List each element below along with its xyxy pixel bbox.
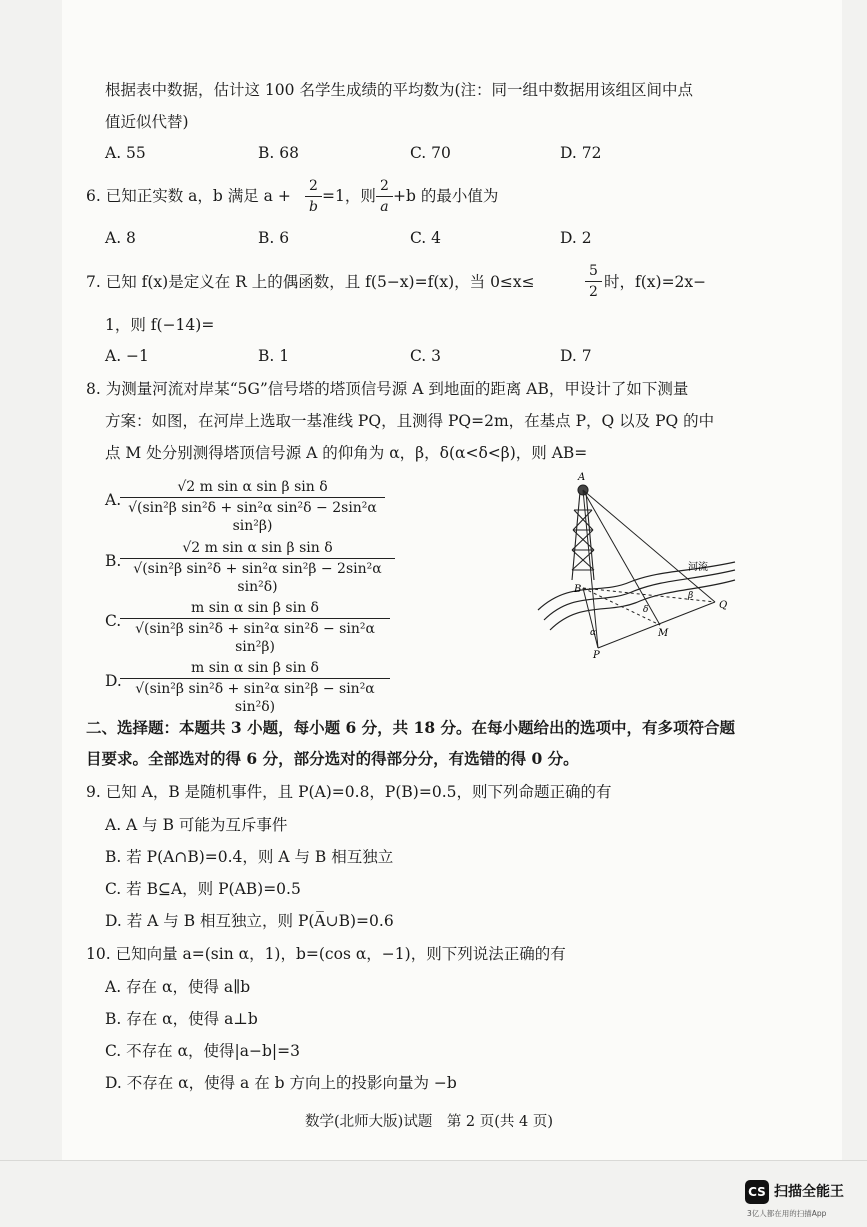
scanner-app-name: 扫描全能王 xyxy=(774,1184,844,1200)
label-a: A xyxy=(578,472,586,483)
q8-option-a-label: A. xyxy=(105,491,122,509)
q9-stem: 9. 已知 A，B 是随机事件，且 P(A)=0.8，P(B)=0.5，则下列命题正确的有 xyxy=(86,783,612,801)
camscanner-logo-icon: CS xyxy=(745,1180,769,1204)
q8-option-d-numerator: m sin α sin β sin δ xyxy=(120,659,390,679)
q7-frac-numerator: 5 xyxy=(585,262,602,282)
q5-option-c: C. 70 xyxy=(410,144,451,162)
q10-option-c: C. 不存在 α，使得|a−b|=3 xyxy=(105,1042,300,1060)
q10-stem: 10. 已知向量 a=(sin α，1)，b=(cos α，−1)，则下列说法正确的有 xyxy=(86,945,566,963)
label-beta: β xyxy=(688,591,694,601)
label-q: Q xyxy=(719,600,728,611)
q9-option-a: A. A 与 B 可能为互斥事件 xyxy=(105,816,288,834)
q7-option-a: A. −1 xyxy=(105,347,149,365)
q8-tower-river-figure xyxy=(530,470,750,660)
label-delta: δ xyxy=(643,605,649,615)
label-river: 河流 xyxy=(688,562,708,573)
q10-option-b: B. 存在 α，使得 a⊥b xyxy=(105,1010,258,1028)
page-edge xyxy=(0,1160,867,1161)
scanner-tagline: 3亿人都在用的扫描App xyxy=(747,1209,827,1218)
label-alpha: α xyxy=(590,628,597,638)
q7-fraction-5-over-2 xyxy=(585,262,602,301)
q6-option-b: B. 6 xyxy=(258,229,290,247)
q5-option-a: A. 55 xyxy=(105,144,146,162)
q8-option-a-numerator: √2 m sin α sin β sin δ xyxy=(120,478,385,498)
tower-icon xyxy=(572,485,594,580)
q10-option-a: A. 存在 α，使得 a∥b xyxy=(105,978,251,996)
q8-option-a-denominator: √(sin²β sin²δ + sin²α sin²δ − 2sin²α sin²β) xyxy=(128,500,377,534)
q7-line2: 1，则 f(−14)= xyxy=(105,316,215,334)
q8-line2: 方案：如图，在河岸上选取一基准线 PQ，且测得 PQ=2m，在基点 P，Q 以及 PQ 的中 xyxy=(105,412,715,430)
q8-option-b-denominator: √(sin²β sin²δ + sin²α sin²β − 2sin²α sin²δ) xyxy=(133,561,382,595)
q6-stem-mid: =1，则 xyxy=(322,187,376,205)
q9-option-c: C. 若 B⊆A，则 P(AB)=0.5 xyxy=(105,880,301,898)
section2-line1: 二、选择题：本题共 3 小题，每小题 6 分，共 18 分。在每小题给出的选项中，有多项符合题 xyxy=(86,718,736,737)
q8-option-c-label: C. xyxy=(105,612,122,630)
section2-line2: 目要求。全部选对的得 6 分，部分选对的得部分分，有选错的得 0 分。 xyxy=(86,749,579,768)
q8-option-d-denominator: √(sin²β sin²δ + sin²α sin²β − sin²α sin²δ) xyxy=(135,681,375,715)
q5-option-d: D. 72 xyxy=(560,144,602,162)
page-footer: 数学(北师大版)试题 第 2 页(共 4 页) xyxy=(305,1114,554,1130)
q6-frac1-denominator: b xyxy=(308,199,318,215)
q7-frac-denominator: 2 xyxy=(589,284,598,300)
q6-option-d: D. 2 xyxy=(560,229,592,247)
q5-option-b: B. 68 xyxy=(258,144,299,162)
scanner-watermark xyxy=(745,1180,863,1220)
q5-line1: 根据表中数据，估计这 100 名学生成绩的平均数为(注：同一组中数据用该组区间中点 xyxy=(105,81,693,99)
label-m: M xyxy=(658,628,669,639)
q8-option-c-fraction xyxy=(120,599,390,656)
q8-option-d-label: D. xyxy=(105,672,122,690)
q8-option-a-fraction xyxy=(120,478,385,535)
q10-option-d: D. 不存在 α，使得 a 在 b 方向上的投影向量为 −b xyxy=(105,1074,457,1092)
q6-frac2-numerator: 2 xyxy=(376,177,393,197)
q8-option-b-fraction xyxy=(120,539,395,596)
label-p: P xyxy=(593,650,600,660)
q6-fraction-2-over-a xyxy=(376,177,393,216)
q6-frac2-denominator: a xyxy=(380,199,389,215)
q8-option-d-fraction xyxy=(120,659,390,716)
q7-stem-tail: 时，f(x)=2x− xyxy=(604,273,707,291)
q6-option-a: A. 8 xyxy=(105,229,136,247)
q6-fraction-2-over-b xyxy=(305,177,322,216)
q7-option-d: D. 7 xyxy=(560,347,592,365)
q6-option-c: C. 4 xyxy=(410,229,442,247)
label-b: B xyxy=(574,584,582,595)
q7-stem-lead: 7. 已知 f(x)是定义在 R 上的偶函数，且 f(5−x)=f(x)，当 0≤x≤ xyxy=(86,273,535,291)
q8-line3: 点 M 处分别测得塔顶信号源 A 的仰角为 α，β，δ(α<δ<β)，则 AB= xyxy=(105,444,588,462)
q5-line2: 值近似代替) xyxy=(105,113,189,131)
q8-option-b-label: B. xyxy=(105,552,122,570)
q9-option-b: B. 若 P(A∩B)=0.4，则 A 与 B 相互独立 xyxy=(105,848,394,866)
q8-option-b-numerator: √2 m sin α sin β sin δ xyxy=(120,539,395,559)
q6-frac1-numerator: 2 xyxy=(305,177,322,197)
q7-option-c: C. 3 xyxy=(410,347,442,365)
q6-stem-tail: +b 的最小值为 xyxy=(393,187,499,205)
q7-option-b: B. 1 xyxy=(258,347,290,365)
q8-line1: 8. 为测量河流对岸某“5G”信号塔的塔顶信号源 A 到地面的距离 AB，甲设计了如下测量 xyxy=(86,380,689,398)
q8-option-c-denominator: √(sin²β sin²δ + sin²α sin²δ − sin²α sin²β) xyxy=(135,621,375,655)
q6-stem-lead: 6. 已知正实数 a，b 满足 a + xyxy=(86,187,291,205)
q8-option-c-numerator: m sin α sin β sin δ xyxy=(120,599,390,619)
q9-option-d: D. 若 A 与 B 相互独立，则 P(A̅∪B)=0.6 xyxy=(105,912,394,930)
